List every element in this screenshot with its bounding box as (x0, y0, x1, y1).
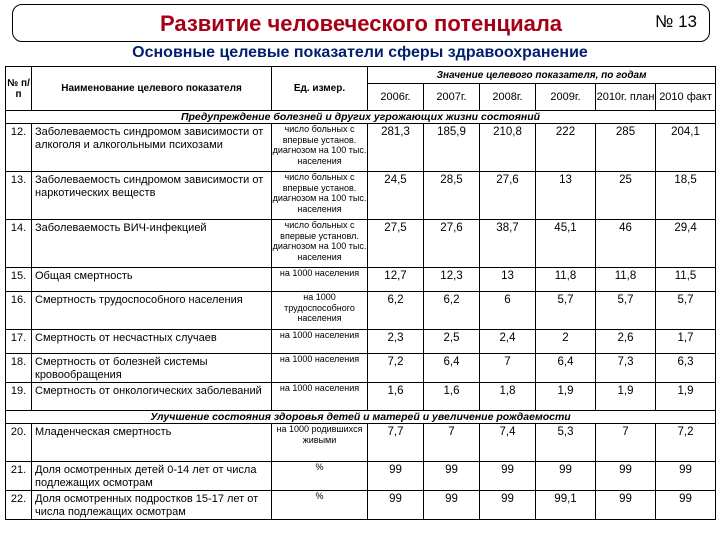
value-2007: 1,6 (424, 383, 480, 411)
row-number: 21. (6, 462, 32, 491)
value-2008: 210,8 (480, 124, 536, 172)
row-number: 20. (6, 424, 32, 462)
row-number: 18. (6, 354, 32, 383)
table-row (6, 462, 716, 491)
unit: число больных с впервые установл. диагнозом на 100 тыс. населения (272, 220, 368, 268)
value-2010-fact: 7,2 (656, 424, 716, 462)
row-number: 17. (6, 330, 32, 354)
table-row (6, 124, 716, 172)
value-2007: 185,9 (424, 124, 480, 172)
value-2010-plan: 99 (596, 491, 656, 520)
unit: на 1000 родившихся живыми (272, 424, 368, 462)
value-2010-plan: 7,3 (596, 354, 656, 383)
table-row (6, 354, 716, 383)
table-row (6, 424, 716, 462)
page-subtitle: Основные целевые показатели сферы здравоохранение (132, 44, 588, 61)
col-header-name: Наименование целевого показателя (32, 67, 272, 111)
value-2007: 6,4 (424, 354, 480, 383)
value-2009: 5,7 (536, 292, 596, 330)
value-2010-plan: 25 (596, 172, 656, 220)
unit: на 1000 трудоспособного населения (272, 292, 368, 330)
indicator-name: Общая смертность (32, 268, 272, 292)
value-2006: 12,7 (368, 268, 424, 292)
row-number: 22. (6, 491, 32, 520)
value-2010-fact: 11,5 (656, 268, 716, 292)
value-2009: 6,4 (536, 354, 596, 383)
value-2006: 24,5 (368, 172, 424, 220)
row-number: 19. (6, 383, 32, 411)
value-2008: 7 (480, 354, 536, 383)
slide-number: № 13 (655, 12, 697, 31)
value-2010-fact: 18,5 (656, 172, 716, 220)
value-2008: 13 (480, 268, 536, 292)
col-header-number: № п/п (6, 67, 32, 111)
value-2009: 1,9 (536, 383, 596, 411)
value-2007: 6,2 (424, 292, 480, 330)
value-2010-plan: 46 (596, 220, 656, 268)
value-2007: 12,3 (424, 268, 480, 292)
col-header-2010-plan: 2010г. план (596, 84, 656, 111)
value-2010-fact: 5,7 (656, 292, 716, 330)
indicator-name: Заболеваемость синдромом зависимости от наркотических веществ (32, 172, 272, 220)
unit: на 1000 населения (272, 383, 368, 411)
table-row (6, 330, 716, 354)
value-2009: 11,8 (536, 268, 596, 292)
value-2006: 281,3 (368, 124, 424, 172)
value-2007: 7 (424, 424, 480, 462)
value-2008: 1,8 (480, 383, 536, 411)
value-2010-fact: 99 (656, 491, 716, 520)
value-2007: 2,5 (424, 330, 480, 354)
value-2006: 7,2 (368, 354, 424, 383)
value-2009: 99,1 (536, 491, 596, 520)
section-header-child-health: Улучшение состояния здоровья детей и матерей и увеличение рождаемости (6, 411, 716, 424)
value-2009: 222 (536, 124, 596, 172)
table-row (6, 268, 716, 292)
row-number: 15. (6, 268, 32, 292)
value-2008: 99 (480, 491, 536, 520)
value-2006: 7,7 (368, 424, 424, 462)
indicator-name: Смертность от болезней системы кровообращения (32, 354, 272, 383)
value-2007: 99 (424, 462, 480, 491)
indicator-name: Заболеваемость ВИЧ-инфекцией (32, 220, 272, 268)
value-2007: 27,6 (424, 220, 480, 268)
unit: % (272, 462, 368, 491)
table-row (6, 172, 716, 220)
value-2006: 1,6 (368, 383, 424, 411)
value-2010-plan: 7 (596, 424, 656, 462)
value-2010-plan: 99 (596, 462, 656, 491)
unit: число больных с впервые установ. диагнозом на 100 тыс. населения (272, 124, 368, 172)
indicator-name: Заболеваемость синдромом зависимости от алкоголя и алкогольными психозами (32, 124, 272, 172)
col-header-2008: 2008г. (480, 84, 536, 111)
value-2008: 99 (480, 462, 536, 491)
col-header-2009: 2009г. (536, 84, 596, 111)
indicator-name: Смертность от онкологических заболеваний (32, 383, 272, 411)
row-number: 16. (6, 292, 32, 330)
indicator-name: Доля осмотренных подростков 15-17 лет от числа подлежащих осмотрам (32, 491, 272, 520)
value-2010-fact: 1,9 (656, 383, 716, 411)
value-2010-plan: 1,9 (596, 383, 656, 411)
indicator-name: Смертность от несчастных случаев (32, 330, 272, 354)
value-2010-fact: 204,1 (656, 124, 716, 172)
value-2007: 28,5 (424, 172, 480, 220)
row-number: 14. (6, 220, 32, 268)
col-header-2007: 2007г. (424, 84, 480, 111)
unit: на 1000 населения (272, 354, 368, 383)
unit: число больных с впервые установ. диагнозом на 100 тыс. населения (272, 172, 368, 220)
col-header-group: Значение целевого показателя, по годам (368, 67, 716, 84)
col-header-2010-fact: 2010 факт (656, 84, 716, 111)
page-title: Развитие человеческого потенциала (159, 11, 563, 36)
indicators-table (5, 66, 716, 520)
value-2010-fact: 29,4 (656, 220, 716, 268)
unit: на 1000 населения (272, 330, 368, 354)
value-2008: 2,4 (480, 330, 536, 354)
title-box (12, 4, 710, 42)
indicator-name: Доля осмотренных детей 0-14 лет от числа подлежащих осмотрам (32, 462, 272, 491)
value-2008: 38,7 (480, 220, 536, 268)
value-2006: 99 (368, 491, 424, 520)
unit: % (272, 491, 368, 520)
value-2007: 99 (424, 491, 480, 520)
value-2010-fact: 1,7 (656, 330, 716, 354)
value-2009: 45,1 (536, 220, 596, 268)
value-2008: 7,4 (480, 424, 536, 462)
value-2010-plan: 5,7 (596, 292, 656, 330)
unit: на 1000 населения (272, 268, 368, 292)
value-2006: 2,3 (368, 330, 424, 354)
value-2010-plan: 285 (596, 124, 656, 172)
section-header-prevention: Предупреждение болезней и других угрожающих жизни состояний (6, 111, 716, 124)
value-2006: 6,2 (368, 292, 424, 330)
value-2010-fact: 6,3 (656, 354, 716, 383)
value-2006: 27,5 (368, 220, 424, 268)
table-row (6, 220, 716, 268)
value-2008: 27,6 (480, 172, 536, 220)
value-2009: 99 (536, 462, 596, 491)
value-2010-fact: 99 (656, 462, 716, 491)
table-row (6, 491, 716, 520)
col-header-2006: 2006г. (368, 84, 424, 111)
col-header-unit: Ед. измер. (272, 67, 368, 111)
row-number: 13. (6, 172, 32, 220)
value-2006: 99 (368, 462, 424, 491)
value-2010-plan: 11,8 (596, 268, 656, 292)
value-2009: 13 (536, 172, 596, 220)
indicator-name: Смертность трудоспособного населения (32, 292, 272, 330)
table-row (6, 292, 716, 330)
value-2010-plan: 2,6 (596, 330, 656, 354)
value-2009: 5,3 (536, 424, 596, 462)
value-2008: 6 (480, 292, 536, 330)
row-number: 12. (6, 124, 32, 172)
value-2009: 2 (536, 330, 596, 354)
table-row (6, 383, 716, 411)
indicator-name: Младенческая смертность (32, 424, 272, 462)
